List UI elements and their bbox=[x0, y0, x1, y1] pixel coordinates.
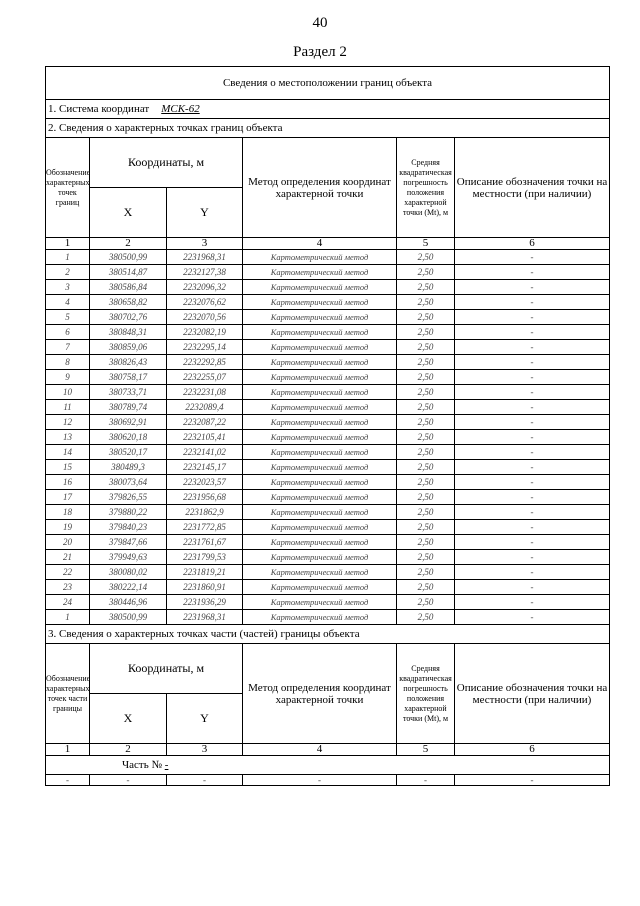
point-number: 10 bbox=[46, 385, 90, 400]
point-number: 3 bbox=[46, 280, 90, 295]
error-cell: 2,50 bbox=[397, 535, 455, 550]
point-number: 17 bbox=[46, 490, 90, 505]
y-coordinate: 2232087,22 bbox=[167, 415, 243, 430]
table-row bbox=[46, 325, 610, 340]
method-cell: Картометрический метод bbox=[243, 565, 397, 580]
table-row bbox=[46, 370, 610, 385]
table-row bbox=[46, 415, 610, 430]
header-part-error: Средняя квадратическая погрешность положения характерной точки (Mt), м bbox=[397, 644, 455, 744]
boundary-table bbox=[45, 66, 610, 786]
x-coordinate: 380500,99 bbox=[90, 250, 167, 265]
method-cell: Картометрический метод bbox=[243, 280, 397, 295]
col-number: 3 bbox=[167, 744, 243, 756]
description-cell: - bbox=[455, 490, 610, 505]
error-cell: 2,50 bbox=[397, 550, 455, 565]
point-number: 1 bbox=[46, 610, 90, 625]
description-cell: - bbox=[455, 310, 610, 325]
error-cell: 2,50 bbox=[397, 445, 455, 460]
col-number: 2 bbox=[90, 744, 167, 756]
description-cell: - bbox=[455, 430, 610, 445]
table-cell: - bbox=[90, 775, 167, 786]
point-number: 15 bbox=[46, 460, 90, 475]
y-coordinate: 2232070,56 bbox=[167, 310, 243, 325]
method-cell: Картометрический метод bbox=[243, 475, 397, 490]
method-cell: Картометрический метод bbox=[243, 505, 397, 520]
point-number: 6 bbox=[46, 325, 90, 340]
col-number: 1 bbox=[46, 744, 90, 756]
col-number: 6 bbox=[455, 744, 610, 756]
y-coordinate: 2232145,17 bbox=[167, 460, 243, 475]
x-coordinate: 380489,3 bbox=[90, 460, 167, 475]
error-cell: 2,50 bbox=[397, 460, 455, 475]
method-cell: Картометрический метод bbox=[243, 250, 397, 265]
col-number: 3 bbox=[167, 238, 243, 250]
part-number-value: - bbox=[164, 759, 169, 771]
part-column-numbers-row bbox=[46, 744, 610, 756]
table-row bbox=[46, 460, 610, 475]
x-coordinate: 380702,76 bbox=[90, 310, 167, 325]
column-numbers-row bbox=[46, 238, 610, 250]
x-coordinate: 380758,17 bbox=[90, 370, 167, 385]
point-number: 22 bbox=[46, 565, 90, 580]
point-number: 14 bbox=[46, 445, 90, 460]
coord-system-label: 1. Система координат bbox=[48, 103, 150, 115]
description-cell: - bbox=[455, 460, 610, 475]
y-coordinate: 2232141,02 bbox=[167, 445, 243, 460]
method-cell: Картометрический метод bbox=[243, 295, 397, 310]
table-row bbox=[46, 445, 610, 460]
table-row bbox=[46, 385, 610, 400]
x-coordinate: 380620,18 bbox=[90, 430, 167, 445]
y-coordinate: 2231968,31 bbox=[167, 610, 243, 625]
description-cell: - bbox=[455, 595, 610, 610]
description-cell: - bbox=[455, 265, 610, 280]
table-cell: - bbox=[243, 775, 397, 786]
description-cell: - bbox=[455, 340, 610, 355]
table-row bbox=[46, 550, 610, 565]
y-coordinate: 2232105,41 bbox=[167, 430, 243, 445]
header-method: Метод определения координат характерной точки bbox=[243, 138, 397, 238]
method-cell: Картометрический метод bbox=[243, 370, 397, 385]
x-coordinate: 380222,14 bbox=[90, 580, 167, 595]
description-cell: - bbox=[455, 295, 610, 310]
description-cell: - bbox=[455, 400, 610, 415]
method-cell: Картометрический метод bbox=[243, 520, 397, 535]
table-row bbox=[46, 490, 610, 505]
method-cell: Картометрический метод bbox=[243, 445, 397, 460]
method-cell: Картометрический метод bbox=[243, 535, 397, 550]
x-coordinate: 380859,06 bbox=[90, 340, 167, 355]
header-coords: Координаты, м bbox=[90, 138, 243, 188]
page-number: 40 bbox=[312, 15, 328, 31]
y-coordinate: 2231968,31 bbox=[167, 250, 243, 265]
point-number: 1 bbox=[46, 250, 90, 265]
error-cell: 2,50 bbox=[397, 415, 455, 430]
table-row bbox=[46, 565, 610, 580]
method-cell: Картометрический метод bbox=[243, 310, 397, 325]
y-coordinate: 2232082,19 bbox=[167, 325, 243, 340]
y-coordinate: 2232096,32 bbox=[167, 280, 243, 295]
description-cell: - bbox=[455, 250, 610, 265]
y-coordinate: 2232255,07 bbox=[167, 370, 243, 385]
point-number: 21 bbox=[46, 550, 90, 565]
table-row bbox=[46, 310, 610, 325]
description-cell: - bbox=[455, 280, 610, 295]
method-cell: Картометрический метод bbox=[243, 580, 397, 595]
error-cell: 2,50 bbox=[397, 475, 455, 490]
y-coordinate: 2232231,08 bbox=[167, 385, 243, 400]
header-y: Y bbox=[167, 188, 243, 238]
col-number: 2 bbox=[90, 238, 167, 250]
description-cell: - bbox=[455, 325, 610, 340]
section-title: Раздел 2 bbox=[293, 44, 347, 60]
x-coordinate: 379949,63 bbox=[90, 550, 167, 565]
description-cell: - bbox=[455, 415, 610, 430]
point-number: 18 bbox=[46, 505, 90, 520]
error-cell: 2,50 bbox=[397, 280, 455, 295]
table-cell: - bbox=[455, 775, 610, 786]
method-cell: Картометрический метод bbox=[243, 265, 397, 280]
point-number: 20 bbox=[46, 535, 90, 550]
y-coordinate: 2232127,38 bbox=[167, 265, 243, 280]
table-cell: - bbox=[397, 775, 455, 786]
description-cell: - bbox=[455, 355, 610, 370]
table-row bbox=[46, 340, 610, 355]
error-cell: 2,50 bbox=[397, 595, 455, 610]
x-coordinate: 379880,22 bbox=[90, 505, 167, 520]
y-coordinate: 2231772,85 bbox=[167, 520, 243, 535]
point-number: 11 bbox=[46, 400, 90, 415]
error-cell: 2,50 bbox=[397, 385, 455, 400]
header-error: Средняя квадратическая погрешность положения характерной точки (Mt), м bbox=[397, 138, 455, 238]
point-number: 8 bbox=[46, 355, 90, 370]
boundary-table-frame bbox=[45, 66, 609, 786]
header-x: X bbox=[90, 188, 167, 238]
x-coordinate: 379840,23 bbox=[90, 520, 167, 535]
error-cell: 2,50 bbox=[397, 325, 455, 340]
description-cell: - bbox=[455, 385, 610, 400]
table-row bbox=[46, 595, 610, 610]
description-cell: - bbox=[455, 505, 610, 520]
header-part-method: Метод определения координат характерной точки bbox=[243, 644, 397, 744]
table-row bbox=[46, 520, 610, 535]
point-number: 4 bbox=[46, 295, 90, 310]
point-number: 23 bbox=[46, 580, 90, 595]
table-row bbox=[46, 265, 610, 280]
point-number: 19 bbox=[46, 520, 90, 535]
method-cell: Картометрический метод bbox=[243, 355, 397, 370]
x-coordinate: 380500,99 bbox=[90, 610, 167, 625]
description-cell: - bbox=[455, 565, 610, 580]
x-coordinate: 380848,31 bbox=[90, 325, 167, 340]
table-row bbox=[46, 475, 610, 490]
description-cell: - bbox=[455, 550, 610, 565]
description-cell: - bbox=[455, 610, 610, 625]
header-part-description: Описание обозначения точки на местности (при наличии) bbox=[455, 644, 610, 744]
description-cell: - bbox=[455, 445, 610, 460]
x-coordinate: 380514,87 bbox=[90, 265, 167, 280]
error-cell: 2,50 bbox=[397, 580, 455, 595]
header-description: Описание обозначения точки на местности (при наличии) bbox=[455, 138, 610, 238]
point-number: 24 bbox=[46, 595, 90, 610]
error-cell: 2,50 bbox=[397, 610, 455, 625]
points-section-label: 2. Сведения о характерных точках границ объекта bbox=[46, 119, 610, 138]
col-number: 5 bbox=[397, 238, 455, 250]
point-number: 2 bbox=[46, 265, 90, 280]
x-coordinate: 380080,02 bbox=[90, 565, 167, 580]
method-cell: Картометрический метод bbox=[243, 415, 397, 430]
x-coordinate: 380658,82 bbox=[90, 295, 167, 310]
description-cell: - bbox=[455, 370, 610, 385]
table-row bbox=[46, 535, 610, 550]
x-coordinate: 380446,96 bbox=[90, 595, 167, 610]
table-row bbox=[46, 355, 610, 370]
point-number: 16 bbox=[46, 475, 90, 490]
table-row bbox=[46, 280, 610, 295]
col-number: 1 bbox=[46, 238, 90, 250]
method-cell: Картометрический метод bbox=[243, 400, 397, 415]
part-empty-row bbox=[46, 775, 610, 786]
error-cell: 2,50 bbox=[397, 295, 455, 310]
error-cell: 2,50 bbox=[397, 310, 455, 325]
part-points-section-label: 3. Сведения о характерных точках части (частей) границы объекта bbox=[46, 625, 610, 644]
method-cell: Картометрический метод bbox=[243, 385, 397, 400]
col-number: 5 bbox=[397, 744, 455, 756]
error-cell: 2,50 bbox=[397, 340, 455, 355]
point-number: 12 bbox=[46, 415, 90, 430]
method-cell: Картометрический метод bbox=[243, 595, 397, 610]
x-coordinate: 380073,64 bbox=[90, 475, 167, 490]
description-cell: - bbox=[455, 520, 610, 535]
col-number: 6 bbox=[455, 238, 610, 250]
col-number: 4 bbox=[243, 744, 397, 756]
method-cell: Картометрический метод bbox=[243, 550, 397, 565]
x-coordinate: 380586,84 bbox=[90, 280, 167, 295]
x-coordinate: 380733,71 bbox=[90, 385, 167, 400]
y-coordinate: 2231761,67 bbox=[167, 535, 243, 550]
table-row bbox=[46, 505, 610, 520]
point-number: 7 bbox=[46, 340, 90, 355]
x-coordinate: 380520,17 bbox=[90, 445, 167, 460]
point-number: 13 bbox=[46, 430, 90, 445]
description-cell: - bbox=[455, 475, 610, 490]
table-row bbox=[46, 580, 610, 595]
error-cell: 2,50 bbox=[397, 565, 455, 580]
x-coordinate: 380692,91 bbox=[90, 415, 167, 430]
table-row bbox=[46, 430, 610, 445]
y-coordinate: 2232089,4 bbox=[167, 400, 243, 415]
coord-system-row bbox=[46, 100, 610, 119]
point-number: 9 bbox=[46, 370, 90, 385]
x-coordinate: 380789,74 bbox=[90, 400, 167, 415]
method-cell: Картометрический метод bbox=[243, 430, 397, 445]
x-coordinate: 379826,55 bbox=[90, 490, 167, 505]
y-coordinate: 2231956,68 bbox=[167, 490, 243, 505]
part-number-label: Часть № bbox=[122, 759, 162, 771]
table-cell: - bbox=[46, 775, 90, 786]
y-coordinate: 2232023,57 bbox=[167, 475, 243, 490]
header-part-point-designation: Обозначение характерных точек части границы bbox=[46, 644, 90, 744]
method-cell: Картометрический метод bbox=[243, 340, 397, 355]
error-cell: 2,50 bbox=[397, 505, 455, 520]
y-coordinate: 2231799,53 bbox=[167, 550, 243, 565]
description-cell: - bbox=[455, 580, 610, 595]
table-row bbox=[46, 295, 610, 310]
y-coordinate: 2231862,9 bbox=[167, 505, 243, 520]
error-cell: 2,50 bbox=[397, 265, 455, 280]
table-row bbox=[46, 250, 610, 265]
y-coordinate: 2232292,85 bbox=[167, 355, 243, 370]
y-coordinate: 2231819,21 bbox=[167, 565, 243, 580]
method-cell: Картометрический метод bbox=[243, 610, 397, 625]
error-cell: 2,50 bbox=[397, 490, 455, 505]
y-coordinate: 2231860,91 bbox=[167, 580, 243, 595]
header-part-y: Y bbox=[167, 694, 243, 744]
y-coordinate: 2232076,62 bbox=[167, 295, 243, 310]
method-cell: Картометрический метод bbox=[243, 490, 397, 505]
error-cell: 2,50 bbox=[397, 400, 455, 415]
y-coordinate: 2232295,14 bbox=[167, 340, 243, 355]
error-cell: 2,50 bbox=[397, 520, 455, 535]
x-coordinate: 380826,43 bbox=[90, 355, 167, 370]
table-title: Сведения о местоположении границ объекта bbox=[46, 67, 610, 100]
error-cell: 2,50 bbox=[397, 370, 455, 385]
error-cell: 2,50 bbox=[397, 355, 455, 370]
header-part-coords: Координаты, м bbox=[90, 644, 243, 694]
method-cell: Картометрический метод bbox=[243, 325, 397, 340]
point-number: 5 bbox=[46, 310, 90, 325]
error-cell: 2,50 bbox=[397, 430, 455, 445]
x-coordinate: 379847,66 bbox=[90, 535, 167, 550]
col-number: 4 bbox=[243, 238, 397, 250]
method-cell: Картометрический метод bbox=[243, 460, 397, 475]
error-cell: 2,50 bbox=[397, 250, 455, 265]
header-point-designation: Обозначение характерных точек границ bbox=[46, 138, 90, 238]
table-row bbox=[46, 400, 610, 415]
table-cell: - bbox=[167, 775, 243, 786]
table-row bbox=[46, 610, 610, 625]
coord-system-value: МСК-62 bbox=[161, 103, 200, 115]
description-cell: - bbox=[455, 535, 610, 550]
header-part-x: X bbox=[90, 694, 167, 744]
part-number-row bbox=[46, 756, 610, 775]
y-coordinate: 2231936,29 bbox=[167, 595, 243, 610]
